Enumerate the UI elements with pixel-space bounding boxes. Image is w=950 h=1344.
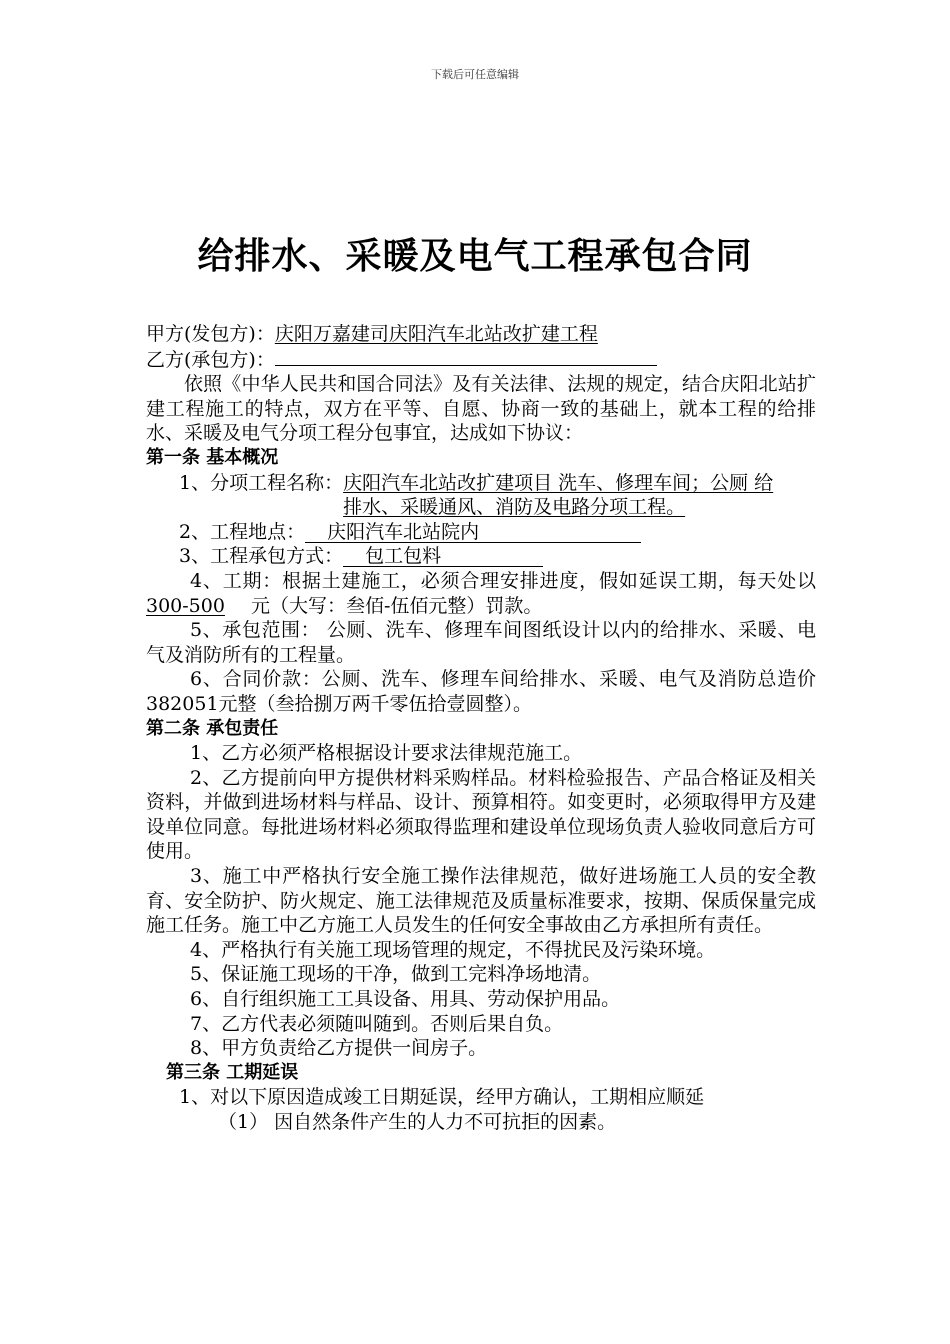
document-title: 给排水、采暖及电气工程承包合同 [197, 236, 753, 277]
article1-item2-label: 2、工程地点： [179, 520, 306, 543]
article3-item1: 1、对以下原因造成竣工日期延误，经甲方确认，工期相应顺延 [179, 1086, 705, 1109]
article2-item2: 2、乙方提前向甲方提供材料采购样品。材料检验报告、产品合格证及相关资料，并做到进场材料与样品、设计、预算相符。如变更时，必须取得甲方及建设单位同意。每批进场材料必须取得监理和建设单位现场负责人验收同意后方可使用。 [146, 766, 816, 863]
article2-item6: 6、自行组织施工工具设备、用具、劳动保护用品。 [190, 988, 621, 1011]
article1-item4-amount: 300-500 [146, 594, 225, 617]
article1-item1-value: 庆阳汽车北站改扩建项目 洗车、修理车间；公厕 给排水、采暖通风、消防及电路分项工程。 [343, 471, 774, 519]
party-b-blank [275, 347, 657, 366]
article1-item4-pre: 4、工期：根据土建施工，必须合理安排进度，假如延误工期，每天处以 [190, 569, 816, 592]
article2-item8: 8、甲方负责给乙方提供一间房子。 [190, 1037, 488, 1060]
article3-sub1: （1） 因自然条件产生的人力不可抗拒的因素。 [218, 1111, 617, 1133]
article1-item3 [146, 544, 816, 569]
article2-item4: 4、严格执行有关施工现场管理的规定，不得扰民及污染环境。 [190, 938, 716, 961]
contract-body [146, 322, 816, 1135]
article2-item3: 3、施工中严格执行安全施工操作法律规范，做好进场施工人员的安全教育、安全防护、防火规定、施工法律规范及质量标准要求，按期、保质保量完成施工任务。施工中乙方施工人员发生的任何安全事故由乙方承担所有责任。 [146, 865, 816, 937]
article1-item3-label: 3、工程承包方式： [179, 545, 344, 568]
header-note: 下载后可任意编辑 [431, 68, 519, 81]
party-b-label: 乙方(承包方)： [146, 348, 275, 371]
article1-item1 [146, 471, 816, 520]
party-a-line [146, 322, 816, 347]
article2-item7: 7、乙方代表必须随叫随到。否则后果自负。 [190, 1012, 564, 1035]
article1-item4-post: 元（大写：叁佰-伍佰元整）罚款。 [250, 594, 543, 617]
article3-heading: 第三条 工期延误 [166, 1061, 299, 1083]
article1-item2 [146, 520, 816, 545]
article1-item3-value: 包工包料 [343, 546, 543, 567]
intro-paragraph: 依照《中华人民共和国合同法》及有关法律、法规的规定，结合庆阳北站扩建工程施工的特点，双方在平等、自愿、协商一致的基础上，就本工程的给排水、采暖及电气分项工程分包事宜，达成如下协议： [146, 373, 816, 445]
article1-heading: 第一条 基本概况 [146, 446, 279, 468]
article1-item1-label: 1、分项工程名称： [179, 471, 344, 494]
article1-item6: 6、合同价款：公厕、洗车、修理车间给排水、采暖、电气及消防总造价382051元整（叁拾捌万两千零伍拾壹圆整）。 [146, 668, 816, 715]
article1-item4 [146, 569, 816, 618]
article2-item5: 5、保证施工现场的干净，做到工完料净场地清。 [190, 963, 602, 986]
article1-item5: 5、承包范围： 公厕、洗车、修理车间图纸设计以内的给排水、采暖、电气及消防所有的工程量。 [146, 619, 816, 666]
article2-item1: 1、乙方必须严格根据设计要求法律规范施工。 [190, 742, 583, 765]
party-a-label: 甲方(发包方)： [146, 323, 275, 345]
party-a-value: 庆阳万嘉建司庆阳汽车北站改扩建工程 [274, 323, 598, 345]
article2-heading: 第二条 承包责任 [146, 717, 279, 739]
party-b-line [146, 347, 816, 373]
article1-item2-value: 庆阳汽车北站院内 [305, 522, 641, 543]
